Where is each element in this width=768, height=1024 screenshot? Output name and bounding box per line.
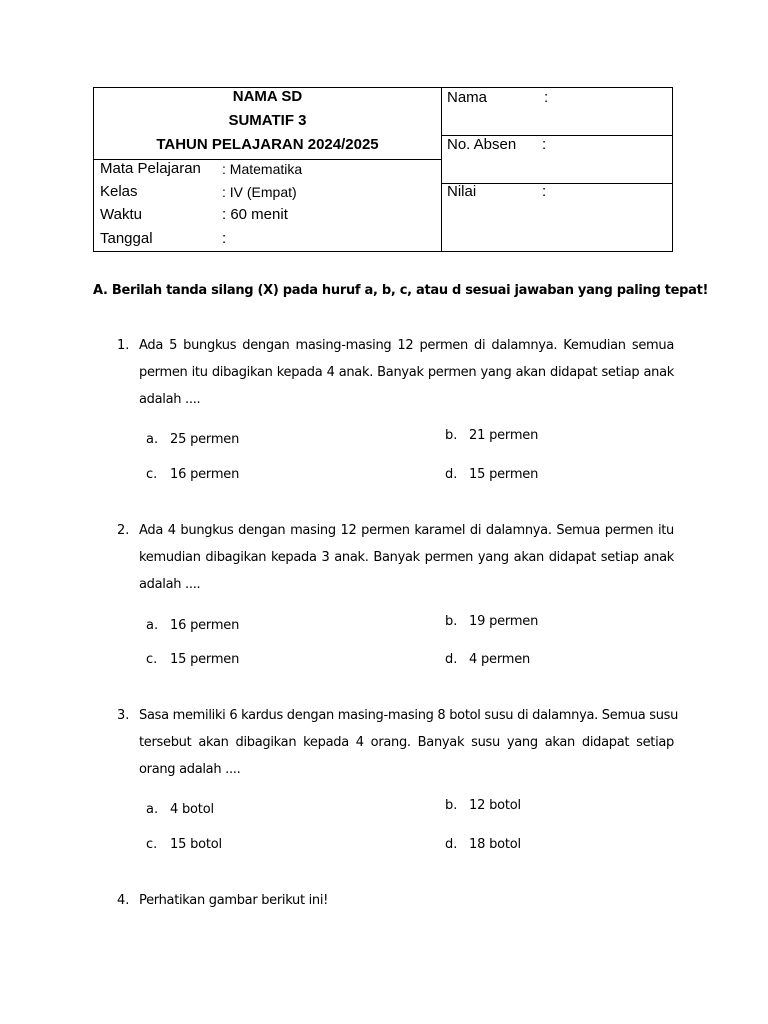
question-1-option-b[interactable]: 21 permen [469, 428, 539, 443]
exam-header-table [93, 87, 673, 252]
question-3-line-2: tersebut akan dibagikan kepada 4 orang. Banyak susu yang akan didapat setiap [139, 735, 674, 750]
student-name-field[interactable]: : [544, 89, 549, 106]
question-3-option-b-letter[interactable]: b. [445, 798, 458, 813]
school-name: NAMA SD [232, 88, 303, 105]
exam-title: SUMATIF 3 [228, 112, 307, 129]
class-value: : IV (Empat) [222, 184, 297, 200]
question-2-option-c[interactable]: 15 permen [170, 652, 240, 667]
question-3-line-3: orang adalah .... [139, 762, 241, 777]
question-3-option-b[interactable]: 12 botol [469, 798, 521, 813]
question-2-option-a-letter[interactable]: a. [146, 618, 159, 633]
question-3-option-d-letter[interactable]: d. [445, 837, 458, 852]
question-4-number: 4. [117, 893, 130, 908]
question-3-option-d[interactable]: 18 botol [469, 837, 521, 852]
time-value: : 60 menit [222, 206, 288, 223]
score-label: Nilai [447, 183, 477, 200]
question-1-option-c-letter[interactable]: c. [146, 467, 158, 482]
subject-value: : Matematika [222, 161, 303, 177]
question-3-option-a-letter[interactable]: a. [146, 802, 159, 817]
question-2-number: 2. [117, 523, 130, 538]
question-1-option-b-letter[interactable]: b. [445, 428, 458, 443]
table-divider-vertical [441, 88, 442, 251]
score-field[interactable]: : [542, 183, 547, 200]
question-2-option-c-letter[interactable]: c. [146, 652, 158, 667]
question-3-number: 3. [117, 708, 130, 723]
time-label: Waktu [100, 206, 142, 223]
question-2-option-a[interactable]: 16 permen [170, 618, 240, 633]
date-value[interactable]: : [222, 230, 227, 247]
question-3-option-c-letter[interactable]: c. [146, 837, 158, 852]
question-4-line-1: Perhatikan gambar berikut ini! [139, 893, 329, 908]
question-3-option-a[interactable]: 4 botol [170, 802, 214, 817]
absence-number-label: No. Absen [447, 136, 517, 153]
question-2-line-1: Ada 4 bungkus dengan masing 12 permen karamel di dalamnya. Semua permen itu [139, 523, 674, 538]
question-1-number: 1. [117, 338, 130, 353]
question-1-line-3: adalah .... [139, 392, 201, 407]
school-year: TAHUN PELAJARAN 2024/2025 [156, 136, 379, 153]
section-a-instruction: A. Berilah tanda silang (X) pada huruf a, b, c, atau d sesuai jawaban yang paling tepat! [93, 283, 709, 298]
question-1-line-1: Ada 5 bungkus dengan masing-masing 12 permen di dalamnya. Kemudian semua [139, 338, 674, 353]
question-1-line-2: permen itu dibagikan kepada 4 anak. Banyak permen yang akan didapat setiap anak [139, 365, 674, 380]
question-2-option-b[interactable]: 19 permen [469, 614, 539, 629]
question-1-option-d-letter[interactable]: d. [445, 467, 458, 482]
question-1-option-a[interactable]: 25 permen [170, 432, 240, 447]
question-2-option-d[interactable]: 4 permen [469, 652, 531, 667]
student-name-label: Nama [447, 89, 488, 106]
subject-label: Mata Pelajaran [100, 160, 201, 177]
question-2-option-b-letter[interactable]: b. [445, 614, 458, 629]
question-2-line-3: adalah .... [139, 577, 201, 592]
question-3-option-c[interactable]: 15 botol [170, 837, 222, 852]
class-label: Kelas [100, 183, 138, 200]
question-2-option-d-letter[interactable]: d. [445, 652, 458, 667]
absence-number-field[interactable]: : [542, 136, 547, 153]
question-1-option-a-letter[interactable]: a. [146, 432, 159, 447]
question-3-line-1: Sasa memiliki 6 kardus dengan masing-masing 8 botol susu di dalamnya. Semua susu [139, 708, 679, 723]
question-2-line-2: kemudian dibagikan kepada 3 anak. Banyak permen yang akan didapat setiap anak [139, 550, 674, 565]
question-1-option-d[interactable]: 15 permen [469, 467, 539, 482]
question-1-option-c[interactable]: 16 permen [170, 467, 240, 482]
date-label: Tanggal [100, 230, 153, 247]
